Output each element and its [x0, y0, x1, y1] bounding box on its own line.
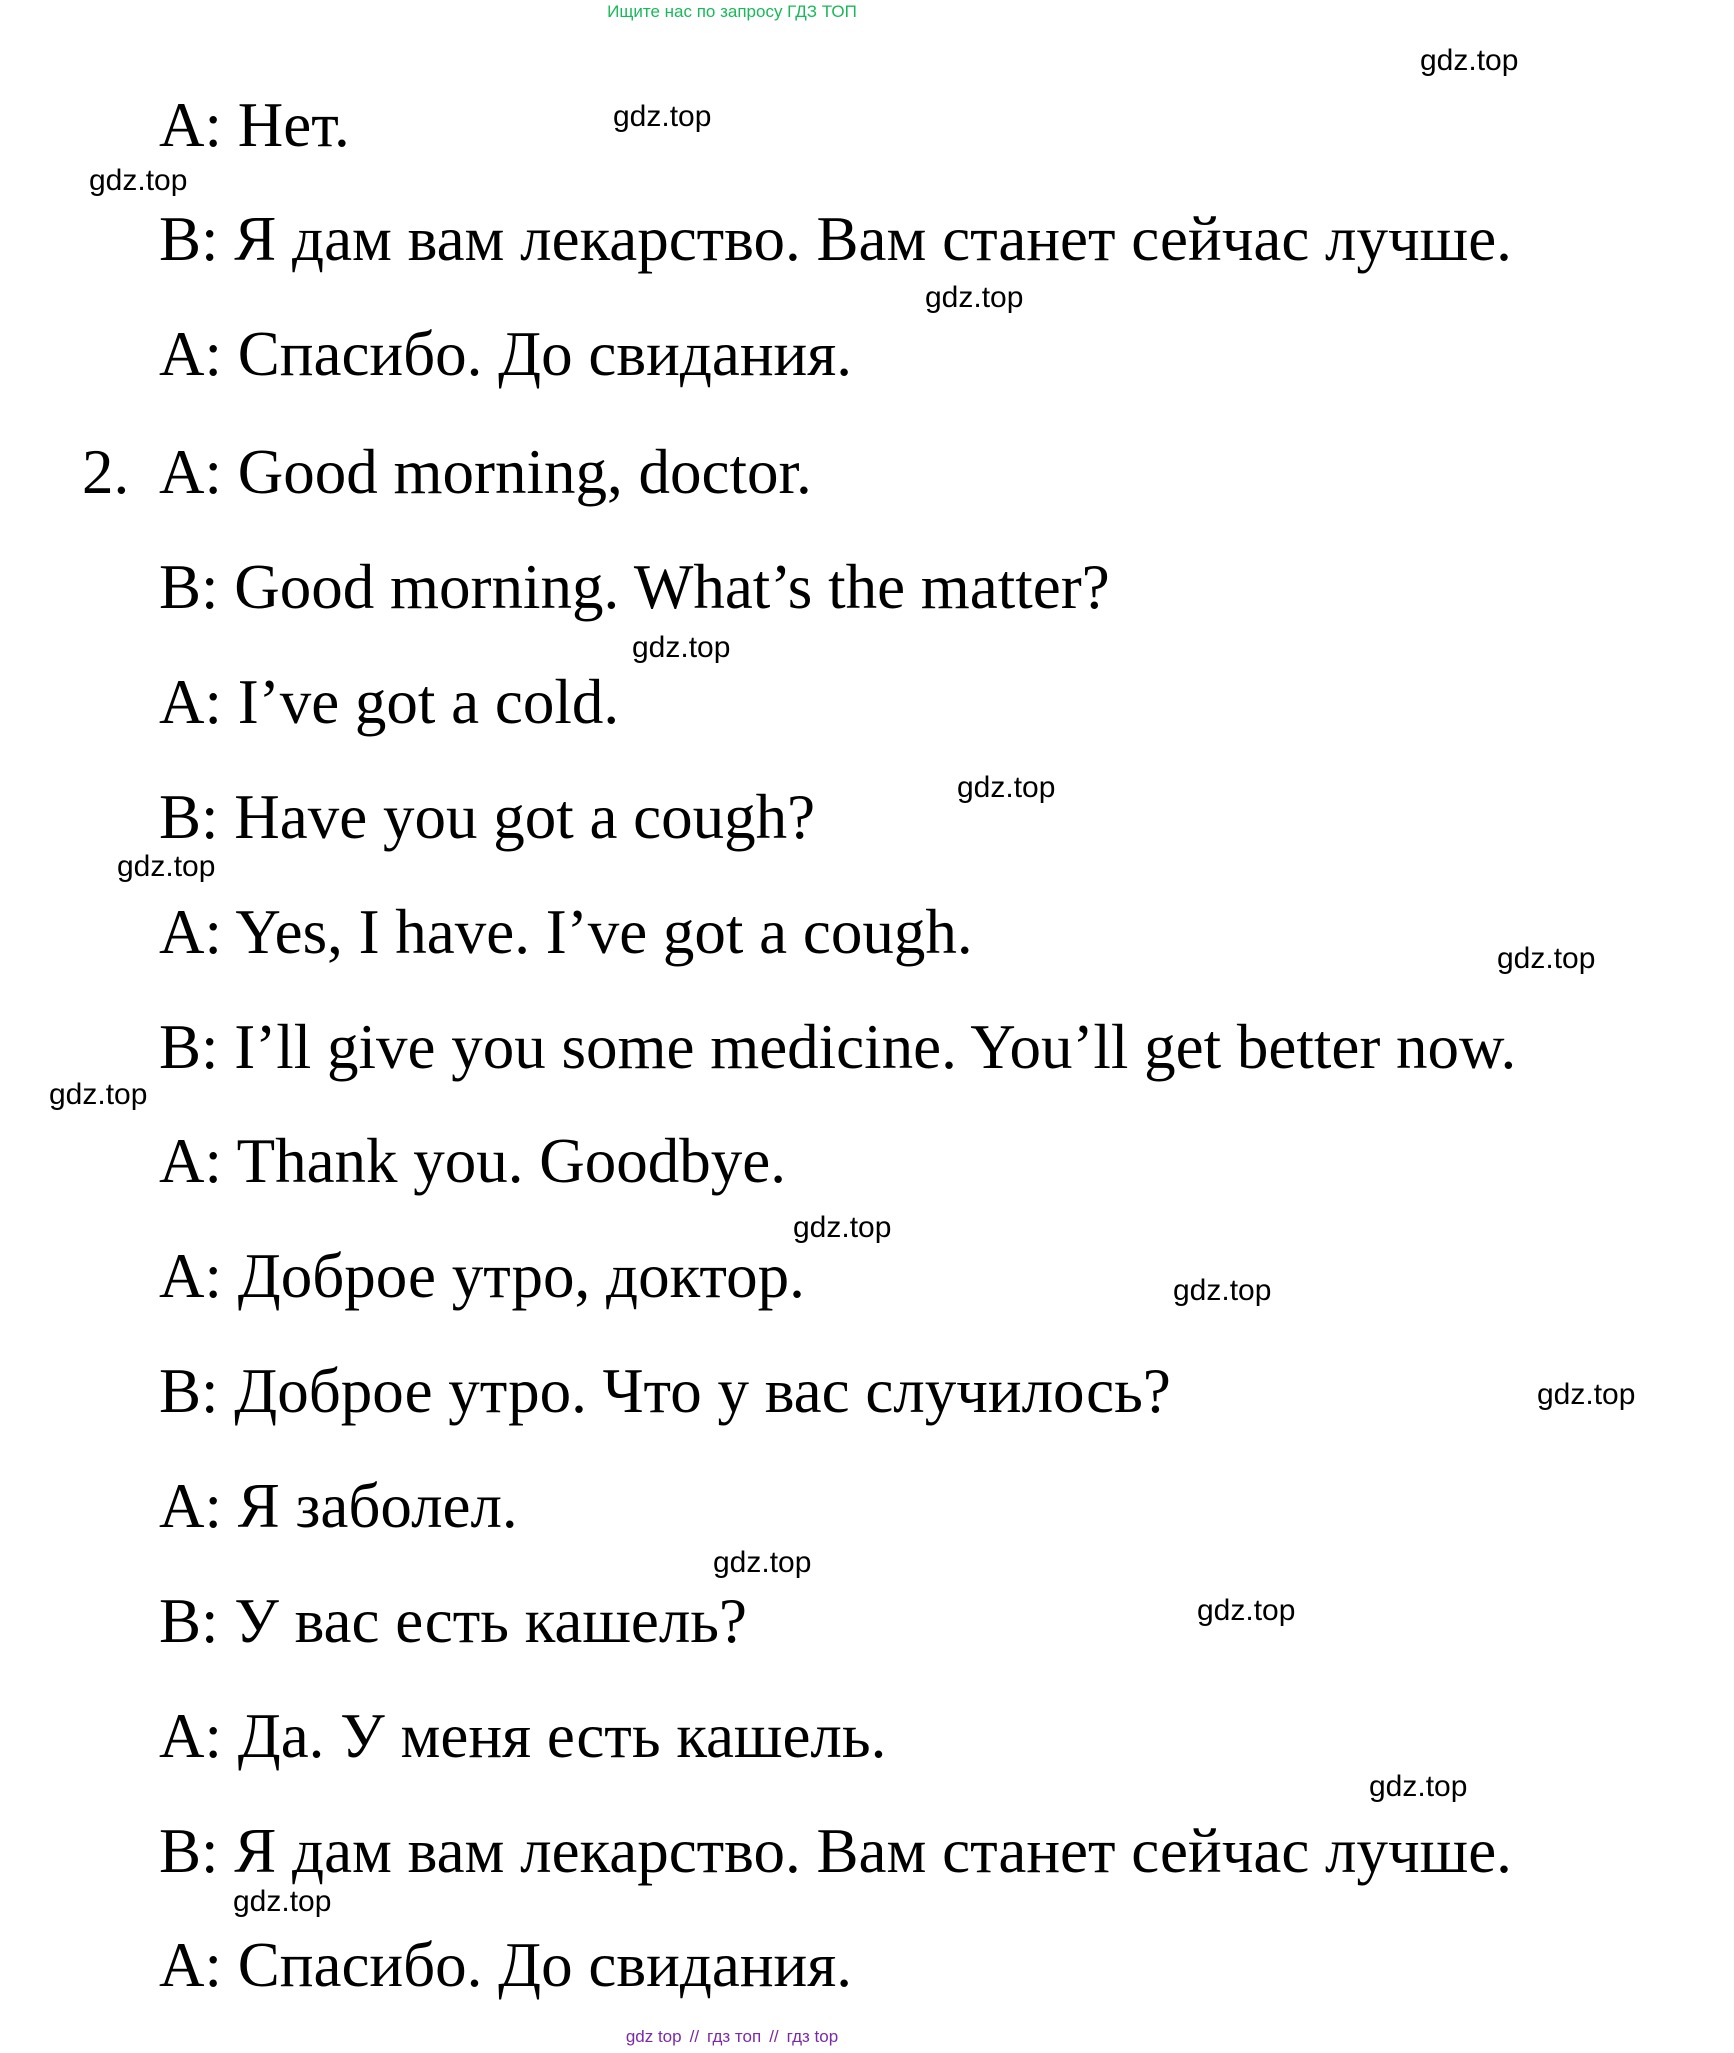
- watermark: gdz.top: [117, 850, 216, 883]
- dialogue-line: B: Доброе утро. Что у вас случилось?: [159, 1356, 1171, 1426]
- dialogue-line: A: Спасибо. До свидания.: [159, 1930, 852, 2000]
- footer-separator: //: [689, 2027, 700, 2046]
- watermark: gdz.top: [713, 1546, 812, 1579]
- dialogue-line: B: Я дам вам лекарство. Вам станет сейчас лучше.: [159, 1816, 1512, 1886]
- footer-separator: //: [769, 2027, 779, 2046]
- footer: [0, 2027, 1599, 2047]
- watermark: gdz.top: [1369, 1770, 1468, 1803]
- dialogue-line: B: I’ll give you some medicine. You’ll get better now.: [159, 1012, 1517, 1082]
- watermark: gdz.top: [1420, 44, 1519, 77]
- footer-part: gdz top: [625, 2027, 682, 2046]
- dialogue-line: B: Good morning. What’s the matter?: [159, 552, 1110, 622]
- item-number: 2.: [82, 437, 130, 507]
- dialogue-line: A: Доброе утро, доктор.: [159, 1241, 805, 1311]
- watermark: gdz.top: [233, 1885, 332, 1918]
- watermark: gdz.top: [1173, 1274, 1272, 1307]
- top-banner: Ищите нас по запросу ГДЗ ТОП: [607, 2, 857, 21]
- dialogue-line: A: Yes, I have. I’ve got a cough.: [159, 897, 973, 967]
- dialogue-line: A: Thank you. Goodbye.: [159, 1126, 787, 1196]
- dialogue-line: B: Have you got a cough?: [159, 782, 816, 852]
- watermark: gdz.top: [925, 281, 1024, 314]
- watermark: gdz.top: [49, 1078, 148, 1111]
- dialogue-line: A: Нет.: [159, 90, 350, 160]
- dialogue-line: B: Я дам вам лекарство. Вам станет сейчас лучше.: [159, 204, 1512, 274]
- dialogue-line: A: I’ve got a cold.: [159, 667, 620, 737]
- watermark: gdz.top: [1497, 942, 1596, 975]
- dialogue-line: A: Good morning, doctor.: [159, 437, 812, 507]
- watermark: gdz.top: [89, 164, 188, 197]
- watermark: gdz.top: [793, 1211, 892, 1244]
- watermark: gdz.top: [1197, 1594, 1296, 1627]
- watermark: gdz.top: [1537, 1378, 1636, 1411]
- dialogue-line: A: Спасибо. До свидания.: [159, 319, 852, 389]
- footer-part: гдз топ: [707, 2027, 762, 2046]
- watermark: gdz.top: [632, 631, 731, 664]
- dialogue-line: A: Да. У меня есть кашель.: [159, 1701, 887, 1771]
- dialogue-line: A: Я заболел.: [159, 1471, 518, 1541]
- dialogue-line: B: У вас есть кашель?: [159, 1586, 747, 1656]
- watermark: gdz.top: [957, 771, 1056, 804]
- footer-part: гдз top: [786, 2027, 839, 2046]
- watermark: gdz.top: [613, 100, 712, 133]
